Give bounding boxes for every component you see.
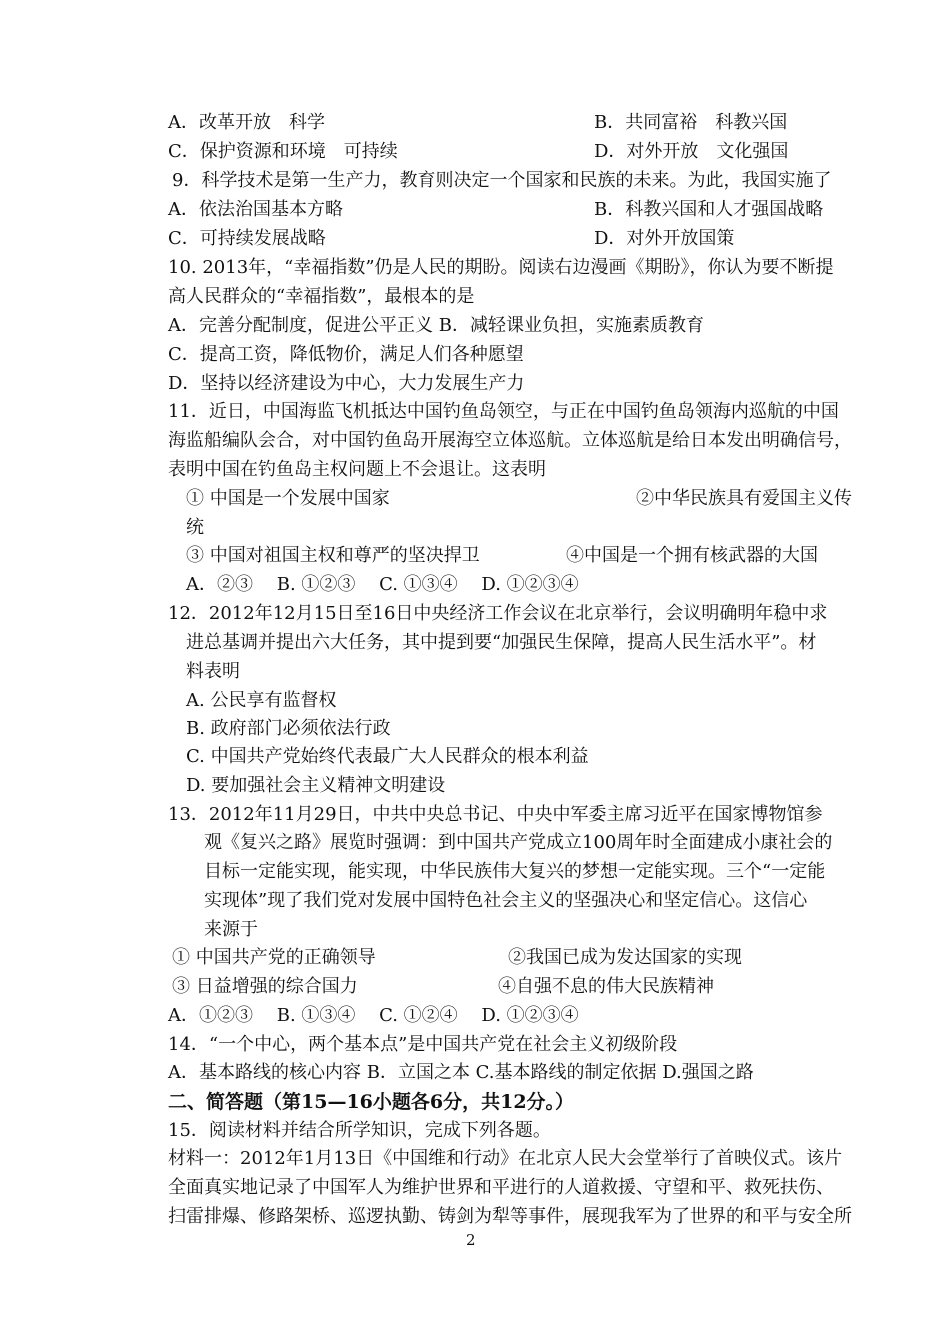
q13-item-3: ③ 日益增强的综合国力 — [172, 976, 358, 997]
q9-stem: 9．科学技术是第一生产力，教育则决定一个国家和民族的未来。为此，我国实施了 — [172, 170, 832, 191]
q13-options: A．①②③ B. ①③④ C. ①②④ D. ①②③④ — [168, 1005, 579, 1026]
q12-option-d: D. 要加强社会主义精神文明建设 — [186, 775, 446, 796]
q12-option-a: A. 公民享有监督权 — [186, 690, 337, 711]
q9-option-b: B．科教兴国和人才强国战略 — [594, 199, 824, 220]
q10-stem-line-1: 10. 2013年，“幸福指数”仍是人民的期盼。阅读右边漫画《期盼》，你认为要不断提 — [168, 257, 834, 278]
q8-option-b: B．共同富裕 科教兴国 — [594, 112, 788, 133]
q11-stem-line-3: 表明中国在钓鱼岛主权问题上不会退让。这表明 — [168, 459, 546, 480]
q11-item-2-continued: 统 — [186, 517, 204, 538]
q8-option-d: D．对外开放 文化强国 — [594, 141, 789, 162]
q11-item-1: ① 中国是一个发展中国家 — [186, 488, 390, 509]
q8-option-a: A．改革开放 科学 — [168, 112, 325, 133]
q12-stem-line-1: 12．2012年12月15日至16日中央经济工作会议在北京举行，会议明确明年稳中求 — [168, 603, 828, 624]
q13-item-4: ④自强不息的伟大民族精神 — [498, 976, 714, 997]
q8-option-c: C．保护资源和环境 可持续 — [168, 141, 398, 162]
q11-stem-line-2: 海监船编队会合，对中国钓鱼岛开展海空立体巡航。立体巡航是给日本发出明确信号， — [168, 430, 852, 451]
q11-item-2: ②中华民族具有爱国主义传 — [636, 488, 852, 509]
q11-options: A．②③ B. ①②③ C. ①③④ D. ①②③④ — [186, 574, 579, 595]
q15-material-1-line-3: 扫雷排爆、修路架桥、巡逻执勤、铸剑为犁等事件，展现我军为了世界的和平与安全所 — [168, 1206, 852, 1227]
q10-stem-line-2: 高人民群众的“幸福指数”，最根本的是 — [168, 286, 475, 307]
q12-option-b: B. 政府部门必须依法行政 — [186, 718, 391, 739]
q13-item-1: ① 中国共产党的正确领导 — [172, 947, 376, 968]
q10-option-d: D．坚持以经济建设为中心，大力发展生产力 — [168, 373, 525, 394]
q13-item-2: ②我国已成为发达国家的实现 — [508, 947, 742, 968]
q11-item-4: ④中国是一个拥有核武器的大国 — [566, 545, 818, 566]
q12-stem-line-2: 进总基调并提出六大任务，其中提到要“加强民生保障，提高人民生活水平”。材 — [186, 632, 817, 653]
q13-stem-line-5: 来源于 — [204, 919, 258, 940]
q13-stem-line-2: 观《复兴之路》展览时强调：到中国共产党成立100周年时全面建成小康社会的 — [204, 832, 833, 853]
q14-options: A．基本路线的核心内容 B．立国之本 C.基本路线的制定依据 D.强国之路 — [168, 1062, 754, 1083]
q9-option-d: D．对外开放国策 — [594, 228, 735, 249]
q14-stem: 14．“一个中心，两个基本点”是中国共产党在社会主义初级阶段 — [168, 1034, 678, 1055]
q9-option-a: A．依法治国基本方略 — [168, 199, 343, 220]
q15-material-1-line-1: 材料一：2012年1月13日《中国维和行动》在北京人民大会堂举行了首映仪式。该片 — [168, 1148, 843, 1169]
section-2-heading: 二、简答题（第15—16小题各6分，共12分。） — [168, 1091, 575, 1113]
q12-stem-line-3: 料表明 — [186, 661, 240, 682]
q12-option-c: C. 中国共产党始终代表最广大人民群众的根本利益 — [186, 746, 589, 767]
q13-stem-line-4: 实现体”现了我们党对发展中国特色社会主义的坚强决心和坚定信心。这信心 — [204, 890, 808, 911]
q10-options-ab: A．完善分配制度，促进公平正义 B．减轻课业负担，实施素质教育 — [168, 315, 704, 336]
q13-stem-line-3: 目标一定能实现，能实现，中华民族伟大复兴的梦想一定能实现。三个“一定能 — [204, 861, 826, 882]
q13-stem-line-1: 13．2012年11月29日，中共中央总书记、中央中军委主席习近平在国家博物馆参 — [168, 804, 823, 825]
q11-item-3: ③ 中国对祖国主权和尊严的坚决捍卫 — [186, 545, 480, 566]
q15-stem: 15．阅读材料并结合所学知识，完成下列各题。 — [168, 1120, 551, 1141]
q15-material-1-line-2: 全面真实地记录了中国军人为维护世界和平进行的人道救援、守望和平、救死扶伤、 — [168, 1177, 834, 1198]
q11-stem-line-1: 11．近日，中国海监飞机抵达中国钓鱼岛领空，与正在中国钓鱼岛领海内巡航的中国 — [168, 401, 839, 422]
q9-option-c: C．可持续发展战略 — [168, 228, 326, 249]
q10-option-c: C．提高工资，降低物价，满足人们各种愿望 — [168, 344, 524, 365]
page-number: 2 — [466, 1231, 476, 1249]
